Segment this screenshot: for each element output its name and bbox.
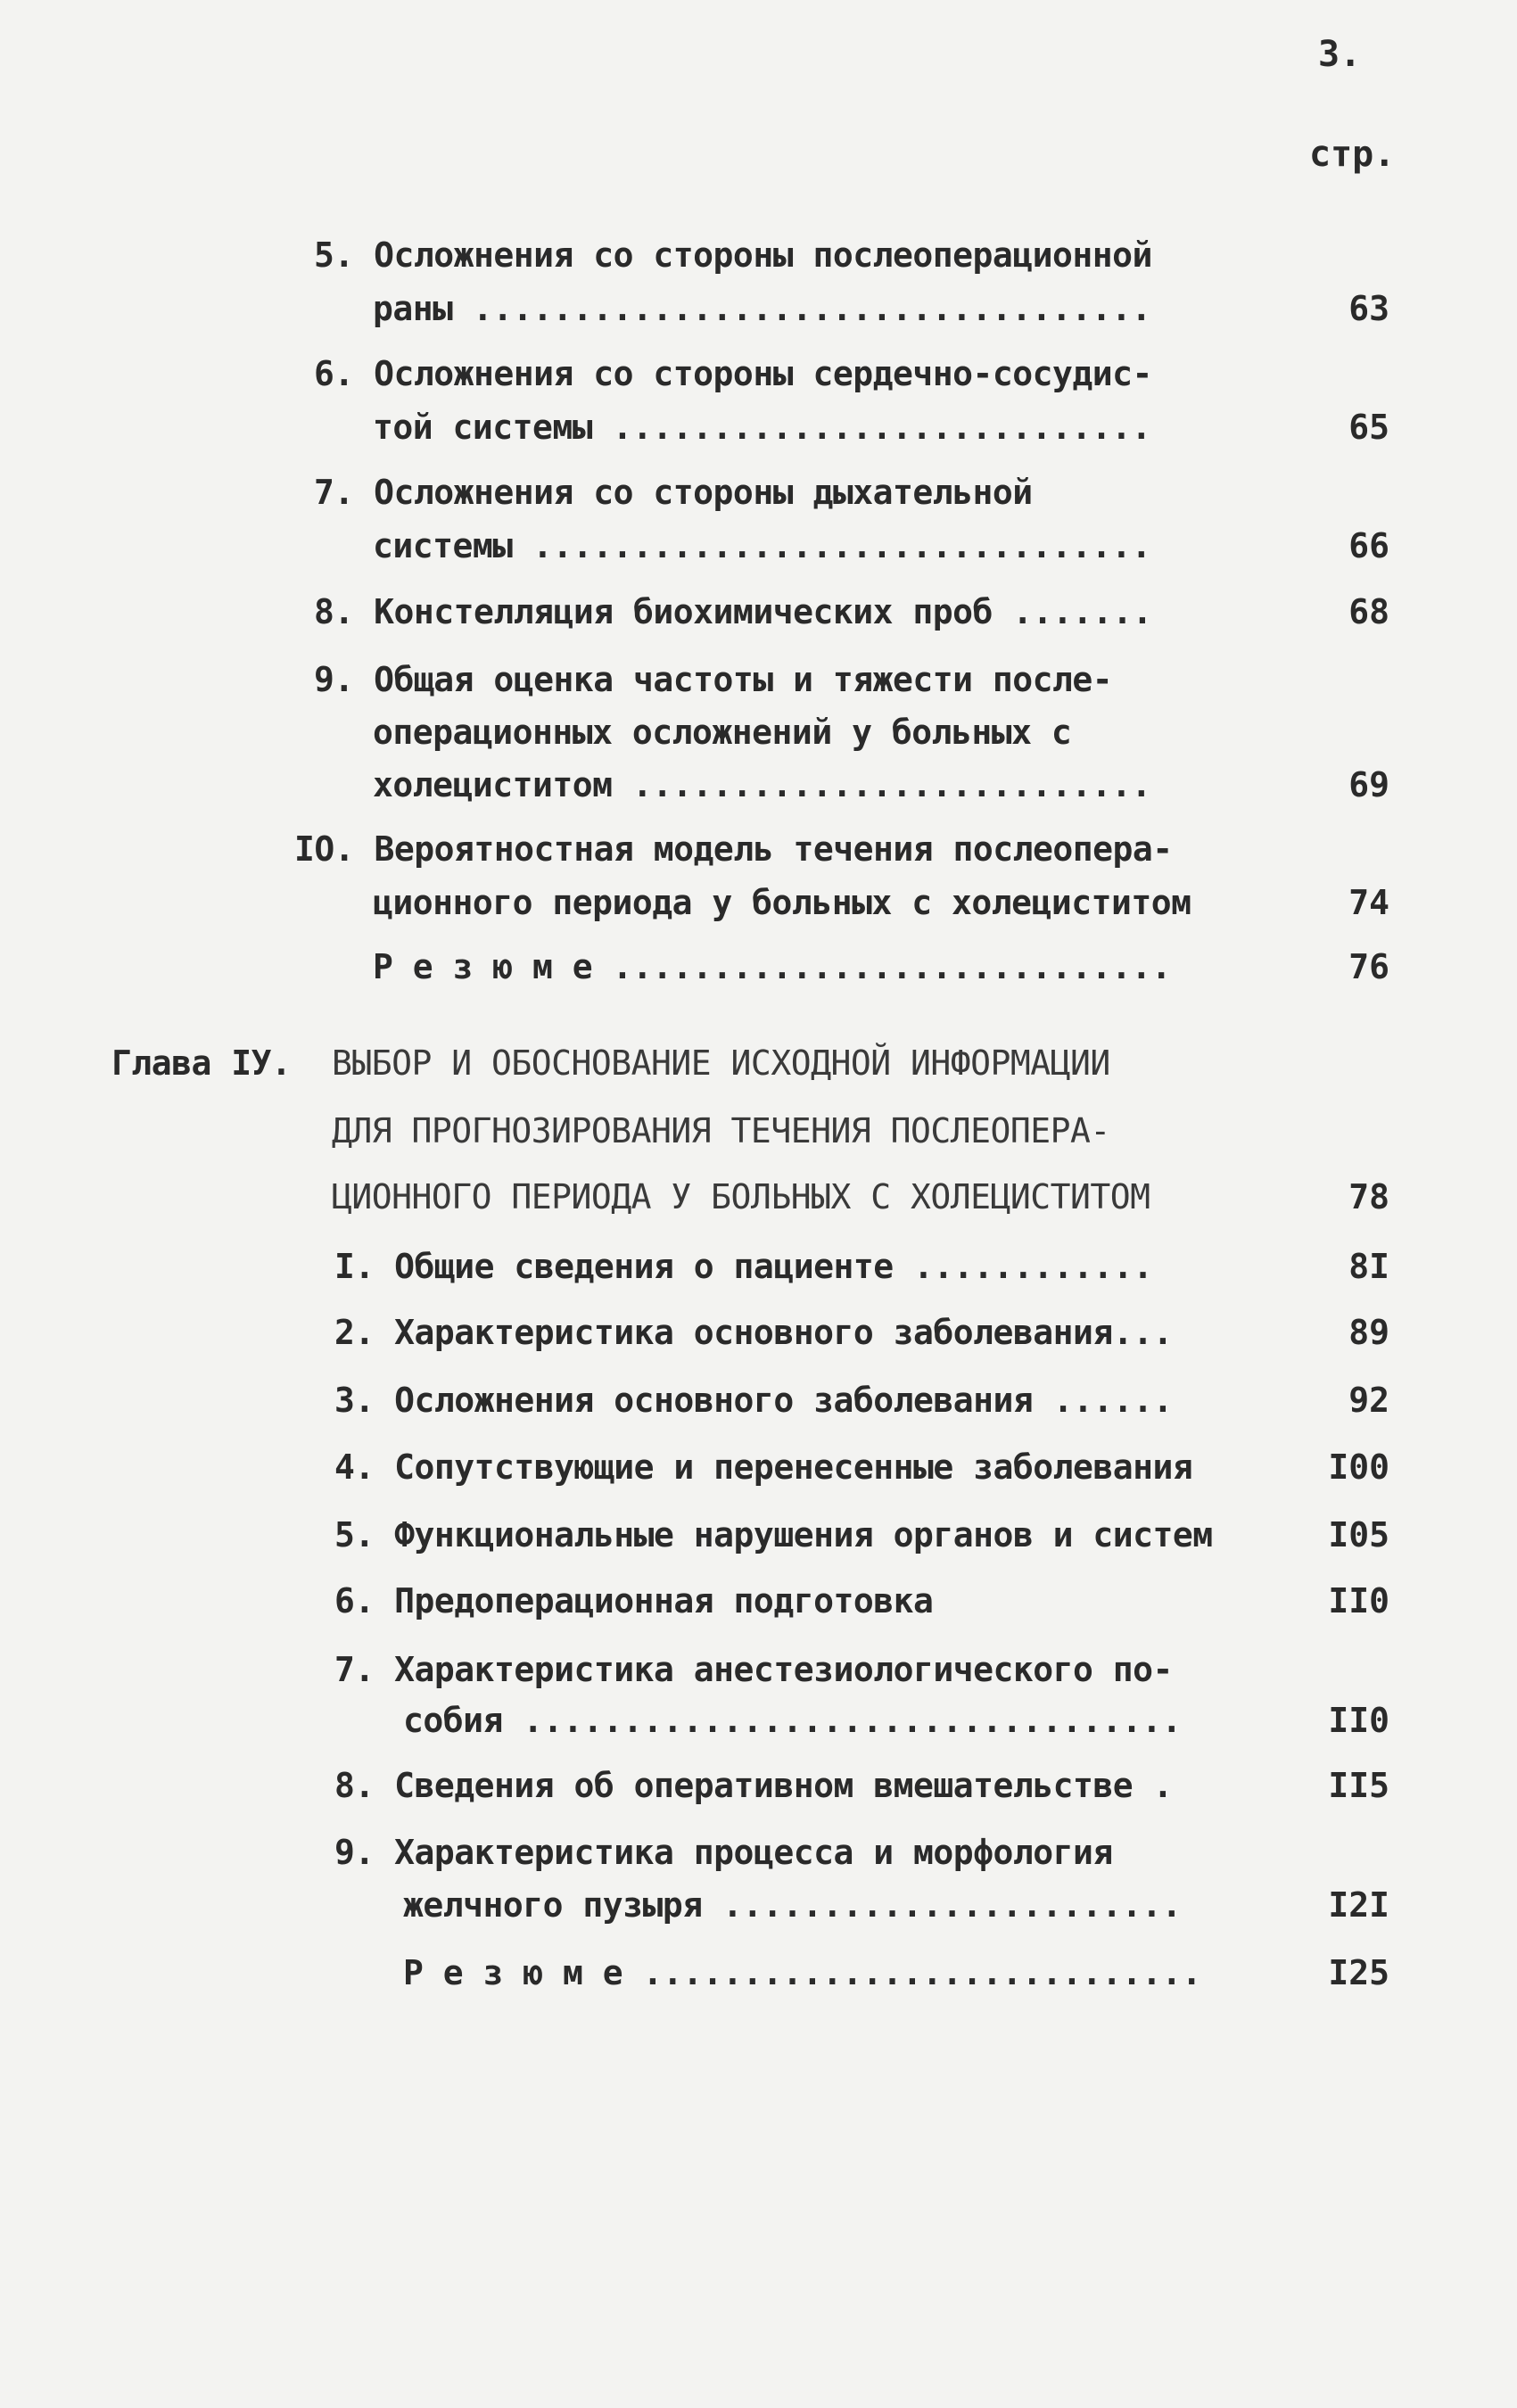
toc-entry-line: системы ............................... xyxy=(373,526,1151,565)
toc-entry-page: 68 xyxy=(1348,592,1389,631)
toc-entry-page: 74 xyxy=(1348,883,1389,922)
toc-entry-line: раны .................................. xyxy=(373,289,1151,328)
toc-entry-line: 6. Предоперационная подготовка xyxy=(334,1581,934,1620)
toc-entry-page: 8I xyxy=(1348,1247,1389,1286)
toc-entry-line: 5. Осложнения со стороны послеоперационной xyxy=(314,235,1152,275)
toc-entry-line: 9. Характеристика процесса и морфология xyxy=(334,1833,1113,1872)
toc-summary-line: Р е з ю м е ............................ xyxy=(373,947,1172,986)
toc-entry-line: 5. Функциональные нарушения органов и систем xyxy=(334,1515,1213,1554)
toc-entry-page: 63 xyxy=(1348,289,1389,328)
toc-entry-page: I00 xyxy=(1328,1447,1389,1487)
toc-entry-line: 9. Общая оценка частоты и тяжести после- xyxy=(314,660,1113,699)
toc-entry-line: 8. Сведения об оперативном вмешательстве . xyxy=(334,1766,1173,1805)
column-label: стр. xyxy=(1309,134,1396,175)
toc-entry-line: 8. Констелляция биохимических проб ....... xyxy=(314,592,1152,631)
chapter-title-line: ДЛЯ ПРОГНОЗИРОВАНИЯ ТЕЧЕНИЯ ПОСЛЕОПЕРА- xyxy=(332,1111,1110,1150)
toc-entry-page: 69 xyxy=(1348,765,1389,804)
toc-entry-page: II0 xyxy=(1328,1581,1389,1620)
toc-entry-line: операционных осложнений у больных с xyxy=(373,713,1072,752)
chapter-title-line: ВЫБОР И ОБОСНОВАНИЕ ИСХОДНОЙ ИНФОРМАЦИИ xyxy=(332,1043,1110,1083)
toc-entry-line: 7. Характеристика анестезиологического по- xyxy=(334,1650,1173,1689)
page-number: 3. xyxy=(1318,34,1362,75)
toc-entry-page: II0 xyxy=(1328,1701,1389,1740)
toc-entry-page: 65 xyxy=(1348,408,1389,447)
toc-entry-page: 66 xyxy=(1348,526,1389,565)
chapter-label: Глава IУ. xyxy=(111,1043,292,1083)
toc-entry-line: 6. Осложнения со стороны сердечно-сосудис- xyxy=(314,354,1152,393)
toc-entry-page: II5 xyxy=(1328,1766,1389,1805)
toc-entry-page: 76 xyxy=(1348,947,1389,986)
toc-entry-page: 92 xyxy=(1348,1381,1389,1420)
toc-entry-line: 2. Характеристика основного заболевания... xyxy=(334,1313,1173,1352)
toc-entry-line: I. Общие сведения о пациенте ............ xyxy=(334,1247,1153,1286)
toc-entry-page: I2I xyxy=(1328,1885,1389,1925)
toc-summary-line: Р е з ю м е ............................ xyxy=(403,1953,1202,1992)
toc-entry-line: той системы ........................... xyxy=(373,408,1151,447)
chapter-title-line: ЦИОННОГО ПЕРИОДА У БОЛЬНЫХ С ХОЛЕЦИСТИТОМ xyxy=(332,1177,1150,1216)
toc-entry-page: I25 xyxy=(1328,1953,1389,1992)
toc-entry-line: собия ................................. xyxy=(403,1701,1182,1740)
toc-entry-line: 4. Сопутствующие и перенесенные заболевания xyxy=(334,1447,1193,1487)
toc-entry-page: I05 xyxy=(1328,1515,1389,1554)
toc-entry-page: 89 xyxy=(1348,1313,1389,1352)
toc-entry-line: желчного пузыря ....................... xyxy=(403,1885,1182,1925)
toc-entry-line: IO. Вероятностная модель течения послеопера- xyxy=(294,829,1173,869)
toc-entry-line: 7. Осложнения со стороны дыхательной xyxy=(314,473,1033,512)
toc-entry-line: 3. Осложнения основного заболевания ...... xyxy=(334,1381,1173,1420)
toc-entry-line: ционного периода у больных с холециститом xyxy=(373,883,1191,922)
chapter-page: 78 xyxy=(1348,1177,1389,1216)
toc-entry-line: холециститом .......................... xyxy=(373,765,1151,804)
